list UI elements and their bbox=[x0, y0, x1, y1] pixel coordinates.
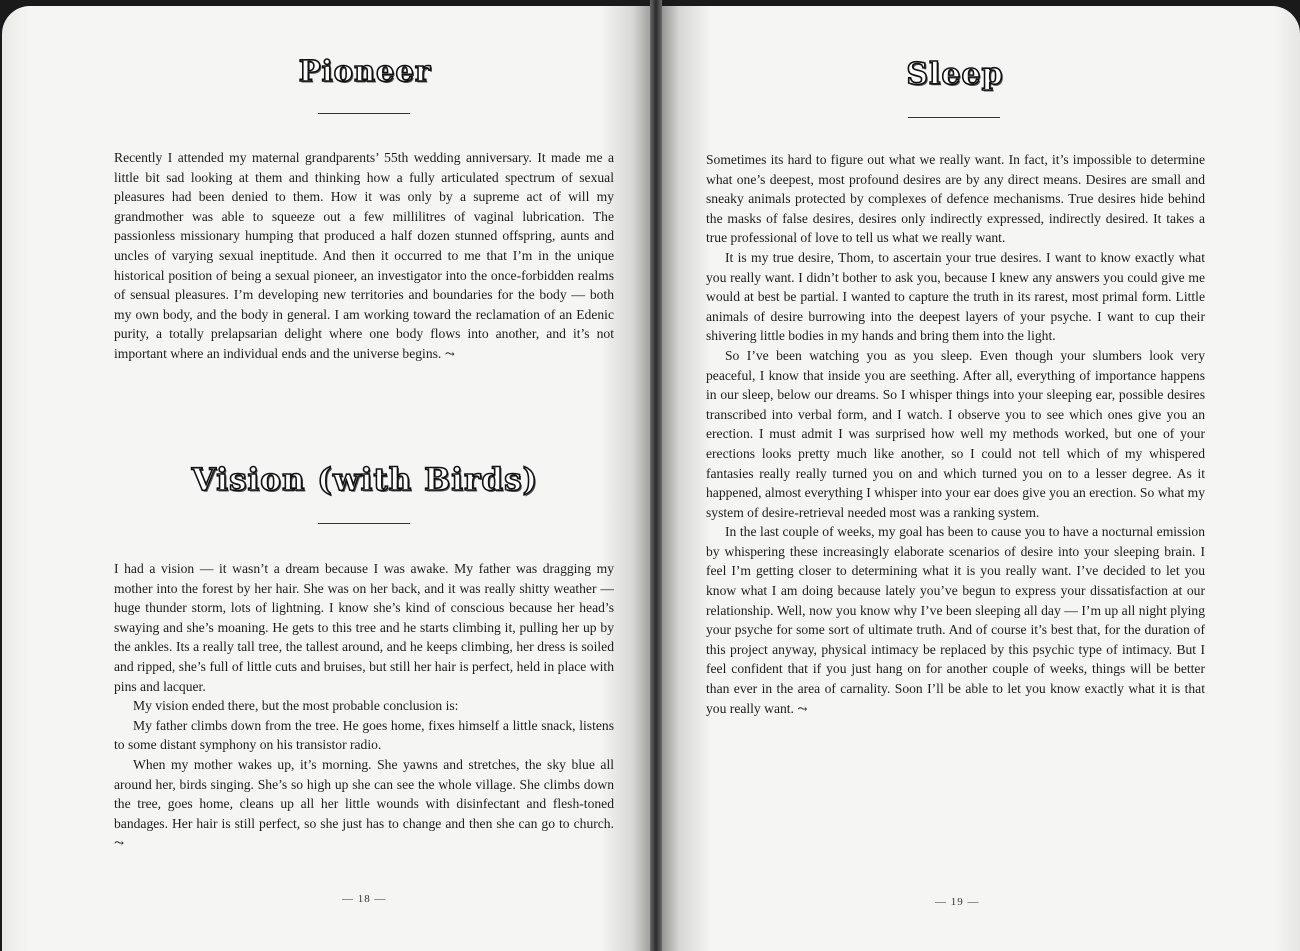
page-number-left: — 18 — bbox=[342, 893, 387, 905]
pioneer-body bbox=[114, 148, 614, 365]
book-gutter bbox=[650, 0, 662, 951]
pioneer-title: Pioneer bbox=[298, 54, 432, 88]
section-end-ornament: ⤳ bbox=[444, 346, 454, 361]
pioneer-paragraph: Recently I attended my maternal grandparents’ 55th wedding anniversary. It made me a little bit sad looking at them and thinking how a fully articulated spectrum of sexual pleasures had been denied to them. How it was only by a supreme act of will my grandmother was able to squeeze out a few millilitres of vaginal lubrication. The passionless missionary humping that produced a half dozen stunned offspring, aunts and uncles of varying sexual ineptitude. And then it occurred to me that I’m in the unique historical position of being a sexual pioneer, an investigator into the once-forbidden realms of sensual pleasures. I’m developing new territories and boundaries for the body — both my own body, and the body in general. I am working toward the reclamation of an Edenic purity, a totally prelapsarian delight where one body flows into another, and it’s not important where an individual ends and the universe begins. ⤳ bbox=[114, 150, 614, 361]
sleep-paragraph: Sometimes its hard to figure out what we really want. In fact, it’s impossible to determine what one’s deepest, most profound desires are by any direct means. Desires are small and sneaky animals protected by complexes of defence mechanisms. True desires hide behind the masks of false desires, desires only indirectly expressed, indirectly desired. It takes a true professional of love to tell us what we really want. bbox=[706, 152, 1205, 246]
section-end-ornament: ⤳ bbox=[114, 836, 124, 851]
vision-paragraph: My father climbs down from the tree. He goes home, fixes himself a little snack, listens to some distant symphony on his transistor radio. bbox=[114, 717, 614, 753]
vision-body bbox=[114, 559, 614, 854]
vision-paragraph: My vision ended there, but the most probable conclusion is: bbox=[133, 698, 459, 714]
sleep-title: Sleep bbox=[906, 57, 1004, 92]
section-end-ornament: ⤳ bbox=[797, 701, 807, 716]
pioneer-title-rule bbox=[318, 113, 410, 114]
vision-title-rule bbox=[318, 523, 410, 524]
sleep-body bbox=[706, 150, 1205, 719]
page-number-right: — 19 — bbox=[935, 896, 980, 908]
sleep-paragraph: So I’ve been watching you as you sleep. Even though your slumbers look very peaceful, I know that inside you are seething. After all, everything of importance happens in our sleep, below our dreams. So I whisper things into your sleeping ear, possible desires transcribed into verbal form, and I watch. I observe you to see which ones give you an erection. I must admit I was surprised how well my methods worked, but one of your erections looks pretty much like another, so I could not tell which of my whispered fantasies really really turned you on and which turned you on to a lesser degree. As it happened, almost everything I whisper into your ear does give you an erection. So what my system of desire-retrieval needed most was a ranking system. bbox=[706, 347, 1205, 520]
sleep-title-rule bbox=[908, 117, 1000, 118]
vision-title: Vision (with Birds) bbox=[191, 462, 539, 498]
sleep-paragraph: In the last couple of weeks, my goal has been to cause you to have a nocturnal emission by whispering these increasingly elaborate scenarios of desire into your sleeping brain. I feel I’m getting closer to determining what it is you really want. I’ve decided to let you know what I am doing because lately you’ve begun to express your dissatisfaction at our relationship. Well, now you know why I’ve been sleeping all day — I’m up all night plying your psyche for some sort of ultimate truth. And of course it’s best that, for the duration of this project anyway, physical intimacy be replaced by this psychic type of intimacy. But I feel confident that if you just hang on for another couple of weeks, things will be better than ever in the area of carnality. Soon I’ll be able to let you know exactly what it is that you really want. ⤳ bbox=[706, 524, 1205, 716]
sleep-paragraph: It is my true desire, Thom, to ascertain your true desires. I want to know exactly what you really want. I didn’t bother to ask you, because I knew any answers you could give me would at best be partial. I wanted to capture the truth in its rarest, most primal form. Little animals of desire burrowing into the deepest layers of your psyche. I want to cup their shivering little bodies in my hands and bring them into the light. bbox=[706, 249, 1205, 344]
vision-paragraph: I had a vision — it wasn’t a dream because I was awake. My father was dragging my mother into the forest by her hair. She was on her back, and it was really shitty weather — huge thunder storm, lots of lightning. I know she’s kind of conscious because her head’s swaying and she’s moaning. He gets to this tree and he starts climbing it, pulling her up by the ankles. Its a really tall tree, the tallest around, and he keeps climbing, her dress is soiled and ripped, she’s full of little cuts and bruises, but still her hair is perfect, held in place with pins and lacquer. bbox=[114, 561, 614, 694]
vision-paragraph: When my mother wakes up, it’s morning. She yawns and stretches, the sky blue all around her, birds singing. She’s so high up she can see the whole village. She climbs down the tree, goes home, cleans up all her little wounds with disinfectant and flesh-toned bandages. Her hair is still perfect, so she just has to change and then she can go to church. ⤳ bbox=[114, 756, 614, 851]
